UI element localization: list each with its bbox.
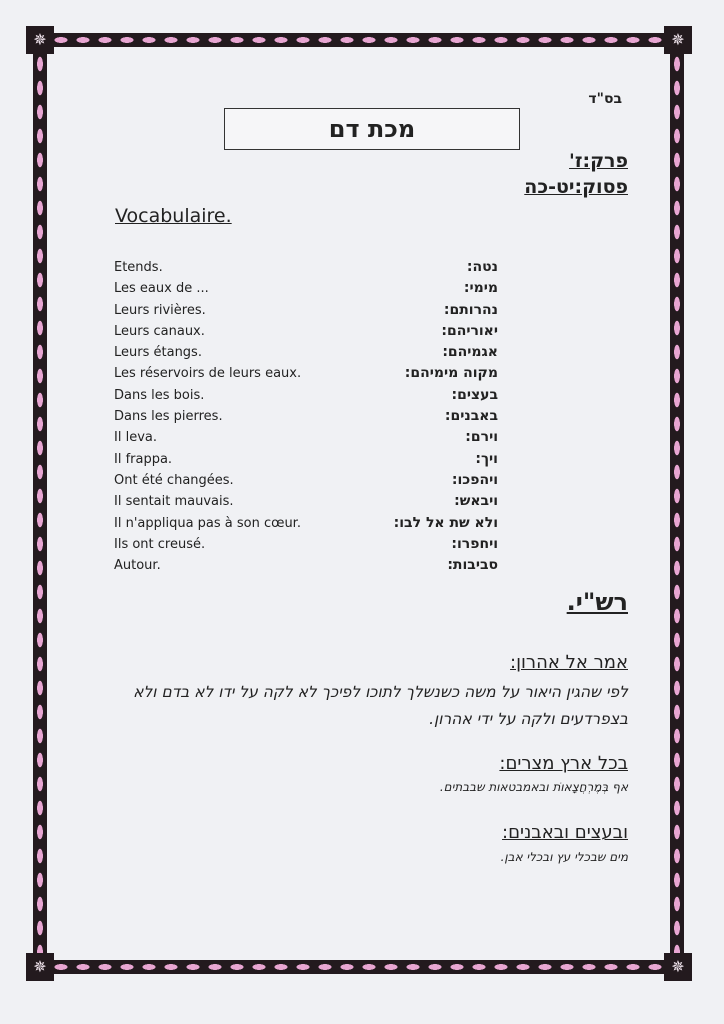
dibur-hamatchil: בכל ארץ מצרים:: [499, 753, 628, 774]
vocabulary-row: [114, 281, 498, 302]
french-term: Il n'appliqua pas à son cœur.: [114, 515, 301, 531]
vocabulary-row: [114, 516, 498, 537]
rashi-text: לפי שהגין היאור על משה כשנשלך לתוכו לפיכך לא לקה על ידו לא בדם ולא בצפרדעים ולקה על ידי אהרון.: [133, 683, 628, 728]
hebrew-term: ויהפכו:: [451, 471, 498, 488]
bsd-mark: בס"ד: [588, 91, 622, 107]
hebrew-term: באבנים:: [444, 408, 498, 425]
vocabulary-row: [114, 409, 498, 430]
french-term: Autour.: [114, 558, 161, 574]
hebrew-term: מימי:: [463, 280, 498, 297]
french-term: Les réservoirs de leurs eaux.: [114, 366, 302, 382]
hebrew-term: נטה:: [466, 259, 498, 275]
hebrew-term: ולא שת אל לבו:: [393, 514, 498, 531]
rashi-text: מים שבכלי עץ ובכלי אבן.: [500, 850, 628, 864]
border-top: [48, 33, 668, 47]
vocabulary-row: [114, 303, 498, 324]
french-term: Il leva.: [114, 430, 157, 446]
vocabulary-row: [114, 558, 498, 579]
hebrew-term: ויך:: [475, 450, 498, 467]
star-burst-icon: ✵: [664, 953, 692, 981]
french-term: Il frappa.: [114, 451, 173, 467]
pasuk-reference: פסוק:יט-כה: [524, 176, 628, 198]
border-left: [33, 50, 47, 958]
hebrew-term: וירם:: [465, 429, 498, 446]
french-term: Dans les bois.: [114, 387, 205, 403]
vocabulary-row: [114, 366, 498, 387]
vocabulary-row: [114, 452, 498, 473]
vocabulary-row: [114, 473, 498, 494]
hebrew-term: בעצים:: [451, 386, 498, 403]
french-term: Leurs étangs.: [114, 345, 202, 361]
vocabulary-row: [114, 494, 498, 515]
hebrew-term: אגמיהם:: [442, 344, 498, 361]
hebrew-term: נהרותם:: [443, 301, 498, 318]
vocabulary-row: [114, 537, 498, 558]
vocabulary-row: [114, 260, 498, 281]
star-burst-icon: ✵: [26, 953, 54, 981]
vocabulary-row: [114, 388, 498, 409]
french-term: Les eaux de ...: [114, 281, 209, 297]
hebrew-term: מקוה מימיהם:: [404, 365, 498, 382]
hebrew-term: יאוריהם:: [441, 322, 498, 339]
page-title: מכת דם: [224, 108, 520, 150]
dibur-hamatchil: אמר אל אהרון:: [510, 652, 628, 673]
french-term: Ont été changées.: [114, 472, 234, 488]
border-right: [670, 50, 684, 958]
hebrew-term: סביבות:: [447, 557, 498, 574]
vocabulary-heading: Vocabulaire.: [115, 205, 232, 227]
star-burst-icon: ✵: [26, 26, 54, 54]
french-term: Etends.: [114, 260, 163, 275]
vocabulary-row: [114, 430, 498, 451]
hebrew-term: ויחפרו:: [451, 535, 498, 552]
star-burst-icon: ✵: [664, 26, 692, 54]
vocabulary-list: [114, 260, 498, 579]
french-term: Leurs rivières.: [114, 302, 206, 318]
french-term: Il sentait mauvais.: [114, 494, 234, 510]
rashi-text: אף בְּמֶרְחֲצָאוֹת ובאמבטאות שבבתים.: [439, 780, 628, 794]
rashi-heading: רש"י.: [566, 588, 628, 616]
vocabulary-row: [114, 345, 498, 366]
french-term: Ils ont creusé.: [114, 536, 206, 552]
perek-reference: פרק:ז': [569, 150, 628, 172]
french-term: Dans les pierres.: [114, 409, 223, 425]
border-bottom: [48, 960, 668, 974]
dibur-hamatchil: ובעצים ובאבנים:: [502, 822, 628, 843]
french-term: Leurs canaux.: [114, 323, 205, 339]
vocabulary-row: [114, 324, 498, 345]
hebrew-term: ויבאש:: [454, 493, 498, 510]
